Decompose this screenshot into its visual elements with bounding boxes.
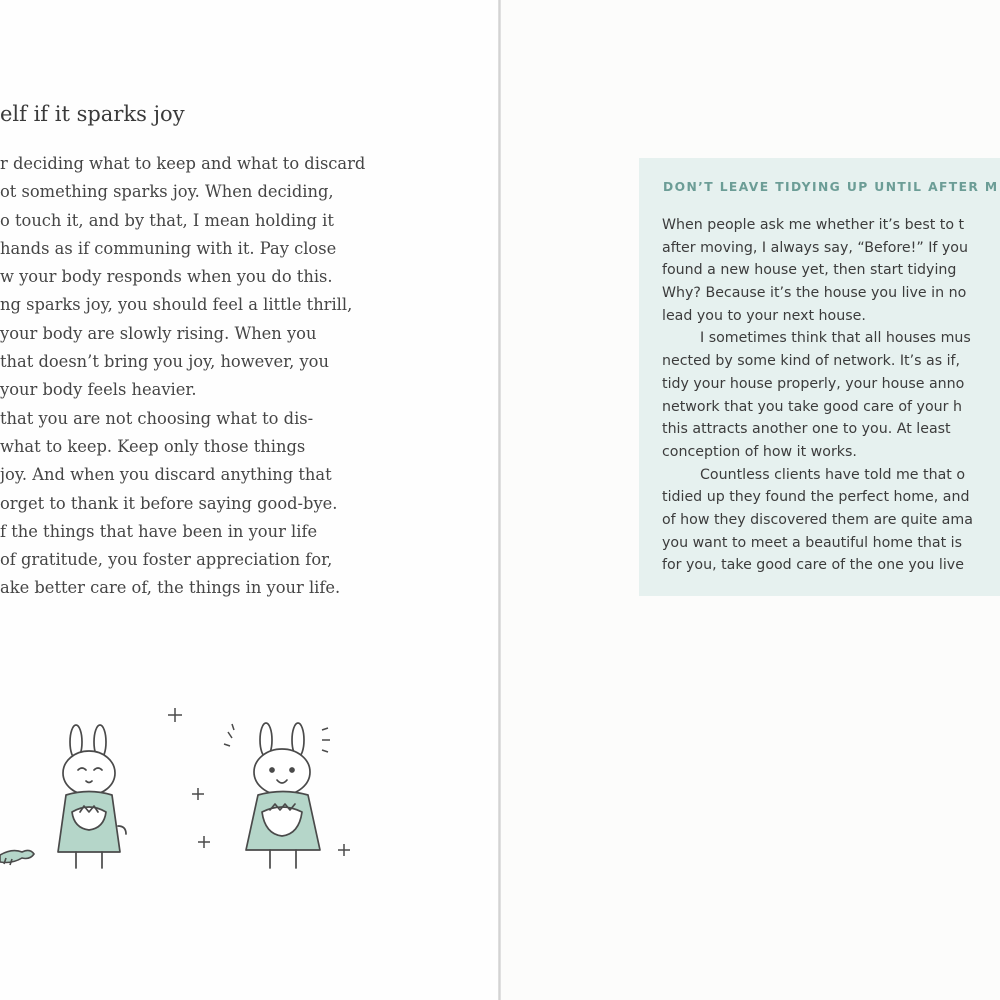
body-line: hands as if communing with it. Pay close xyxy=(0,238,337,258)
rabbit-left-icon xyxy=(58,725,126,868)
sidebar-line: after moving, I always say, “Before!” If you xyxy=(662,239,968,256)
body-line: what to keep. Keep only those things xyxy=(0,436,306,456)
body-line: w your body responds when you do this. xyxy=(0,267,333,287)
body-line: f the things that have been in your life xyxy=(0,521,318,541)
body-line: r deciding what to keep and what to discard xyxy=(0,154,366,173)
body-line: ot something sparks joy. When deciding, xyxy=(0,182,334,202)
sidebar-line: network that you take good care of your h xyxy=(662,398,962,415)
body-line: that doesn’t bring you joy, however, you xyxy=(0,352,329,372)
sidebar-line: Countless clients have told me that o xyxy=(700,466,966,483)
body-line: of gratitude, you foster appreciation for, xyxy=(0,550,333,570)
sidebar-line: nected by some kind of network. It’s as if, xyxy=(662,353,961,370)
sidebar-line: lead you to your next house. xyxy=(662,307,866,324)
sidebar-box xyxy=(639,158,1000,596)
sidebar-line: Why? Because it’s the house you live in no xyxy=(662,285,967,302)
sidebar-line: tidied up they found the perfect home, and xyxy=(662,489,970,506)
sidebar-line: I sometimes think that all houses mus xyxy=(700,330,971,347)
rabbit-right-icon xyxy=(246,723,320,868)
sidebar-line: tidy your house properly, your house anno xyxy=(662,375,965,392)
sidebar-line: of how they discovered them are quite ama xyxy=(662,511,973,528)
body-line: ng sparks joy, you should feel a little thrill, xyxy=(0,295,353,315)
sidebar-line: this attracts another one to you. At least xyxy=(662,421,951,438)
body-line: orget to thank it before saying good-bye. xyxy=(0,493,338,513)
sidebar-title: DON’T LEAVE TIDYING UP UNTIL AFTER M xyxy=(663,180,999,194)
body-line: your body are slowly rising. When you xyxy=(0,323,317,343)
rabbits-holding-clothes-icon xyxy=(0,700,500,900)
sidebar-line: for you, take good care of the one you live xyxy=(662,557,964,574)
body-line: joy. And when you discard anything that xyxy=(0,465,332,485)
small-clothing-item-icon xyxy=(0,850,34,865)
section-heading: elf if it sparks joy xyxy=(0,102,185,126)
body-line: ake better care of, the things in your life. xyxy=(0,578,341,598)
sidebar-line: When people ask me whether it’s best to t xyxy=(662,217,965,233)
body-line: that you are not choosing what to dis- xyxy=(0,408,314,428)
sidebar-line: conception of how it works. xyxy=(662,443,857,460)
body-paragraph xyxy=(0,150,372,603)
sidebar-body xyxy=(662,214,1000,577)
sidebar-line: you want to meet a beautiful home that is xyxy=(662,534,962,551)
sidebar-line: found a new house yet, then start tidying xyxy=(662,262,957,279)
body-line: your body feels heavier. xyxy=(0,380,197,400)
body-line: o touch it, and by that, I mean holding it xyxy=(0,210,334,230)
